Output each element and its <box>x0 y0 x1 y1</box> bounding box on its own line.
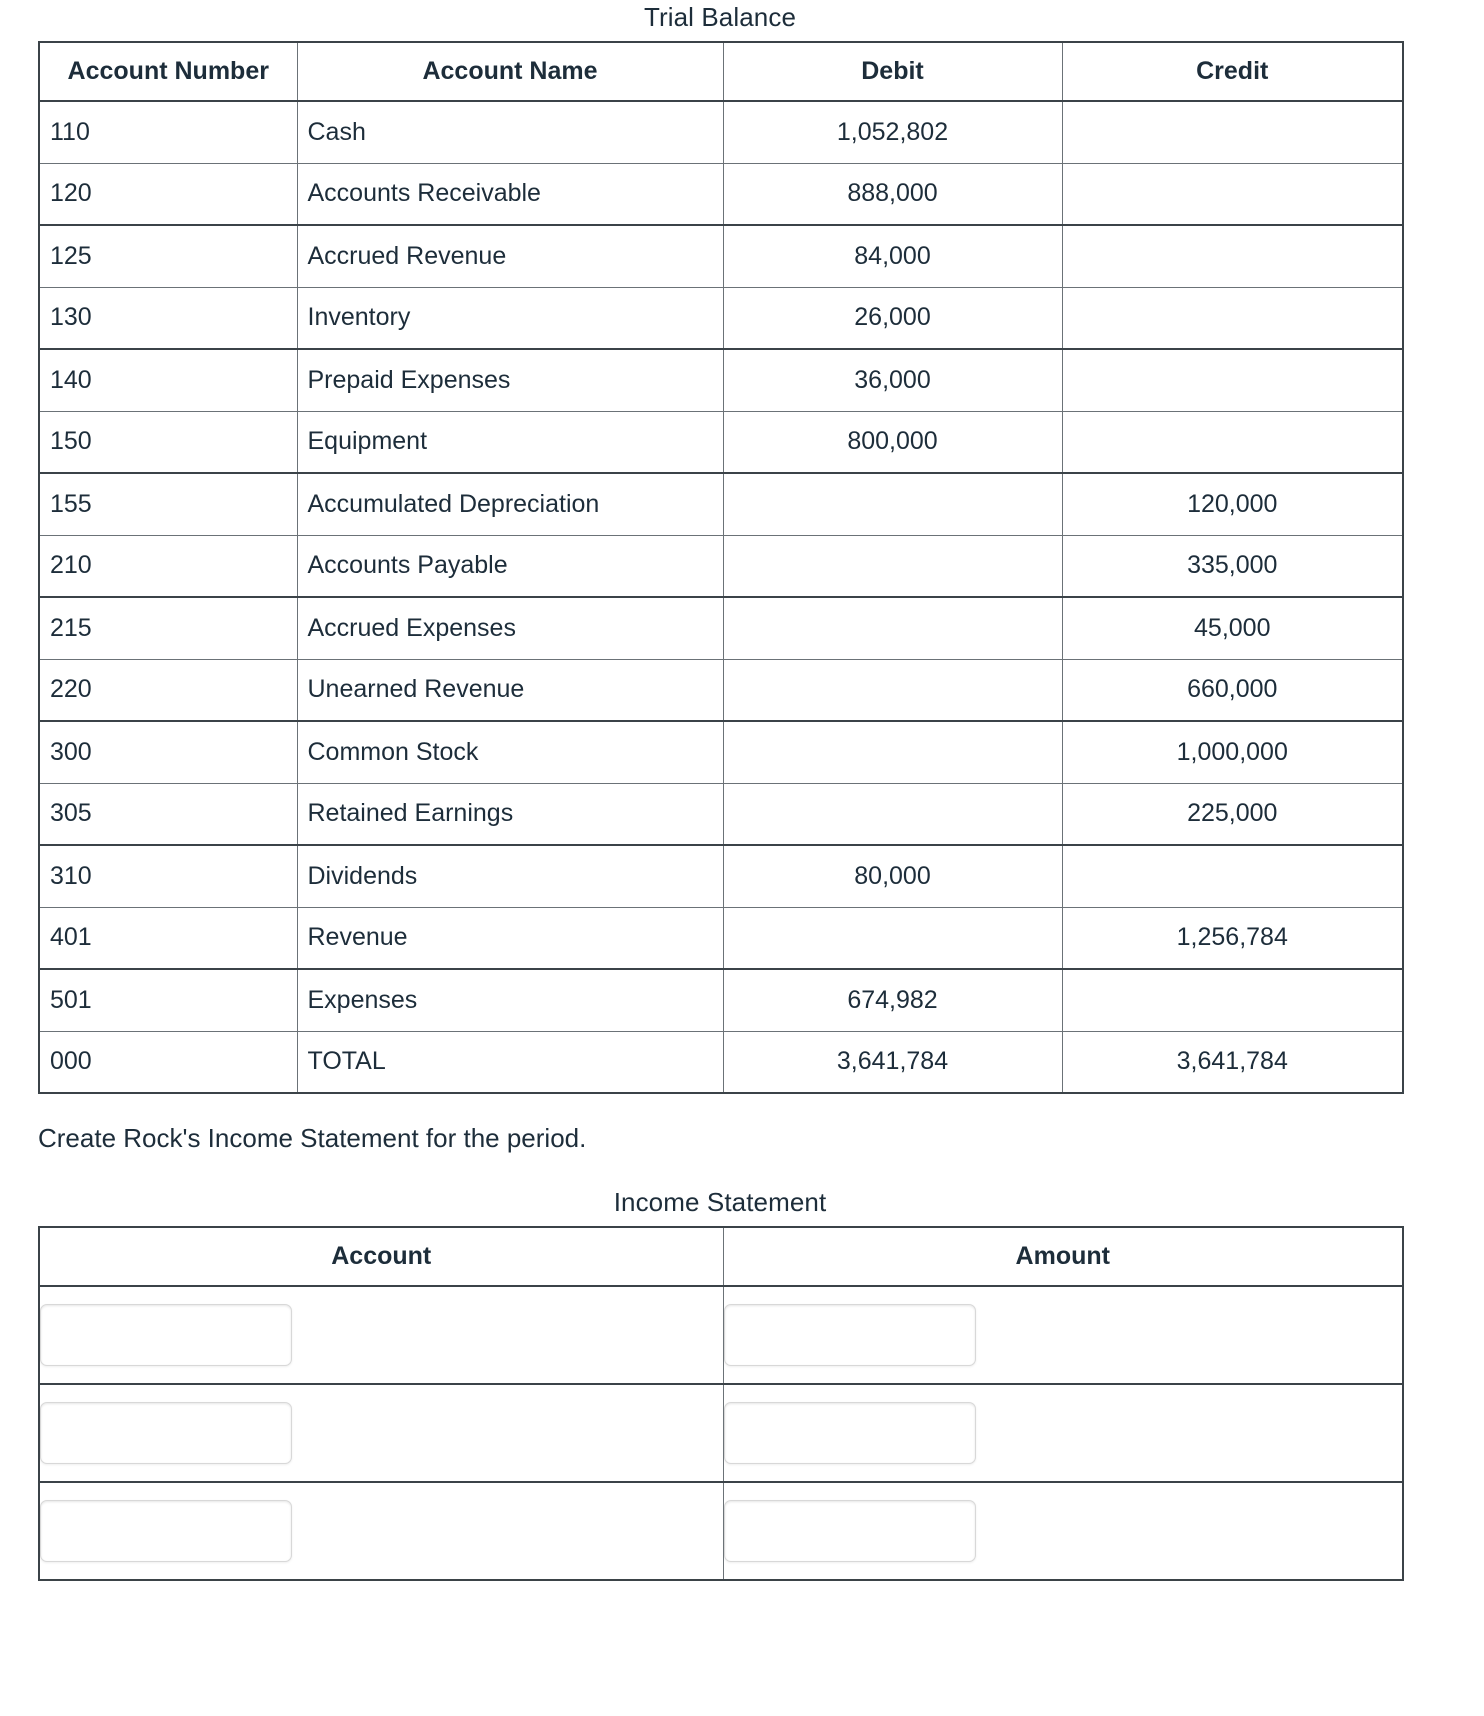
cell-debit: 3,641,784 <box>723 1031 1062 1093</box>
cell-credit: 660,000 <box>1062 659 1403 721</box>
cell-debit <box>723 597 1062 659</box>
table-header-row <box>39 42 1403 101</box>
cell-credit <box>1062 969 1403 1031</box>
table-row <box>39 411 1403 473</box>
cell-account-2 <box>39 1384 723 1482</box>
cell-debit: 800,000 <box>723 411 1062 473</box>
cell-account-name: Accounts Payable <box>297 535 723 597</box>
table-row <box>39 597 1403 659</box>
income-statement-caption: Income Statement <box>613 1186 827 1217</box>
cell-account-name: Accumulated Depreciation <box>297 473 723 535</box>
cell-account-number: 300 <box>39 721 297 783</box>
table-row <box>39 659 1403 721</box>
cell-credit <box>1062 163 1403 225</box>
table-row <box>39 1482 1403 1580</box>
amount-input-3[interactable] <box>724 1500 976 1562</box>
cell-account-name: Unearned Revenue <box>297 659 723 721</box>
cell-debit <box>723 659 1062 721</box>
column-header-account-name: Account Name <box>297 42 723 101</box>
cell-account-1 <box>39 1286 723 1384</box>
cell-account-name: Common Stock <box>297 721 723 783</box>
trial-balance-body <box>39 101 1403 1093</box>
cell-account-number: 140 <box>39 349 297 411</box>
cell-account-name: Accrued Revenue <box>297 225 723 287</box>
cell-account-name: Equipment <box>297 411 723 473</box>
table-row <box>39 845 1403 907</box>
table-row <box>39 907 1403 969</box>
cell-amount-1 <box>723 1286 1403 1384</box>
column-header-credit: Credit <box>1062 42 1403 101</box>
cell-debit: 674,982 <box>723 969 1062 1031</box>
cell-credit: 225,000 <box>1062 783 1403 845</box>
cell-credit: 1,256,784 <box>1062 907 1403 969</box>
cell-debit <box>723 473 1062 535</box>
trial-balance-table <box>38 41 1404 1094</box>
cell-amount-3 <box>723 1482 1403 1580</box>
table-row <box>39 225 1403 287</box>
column-header-debit: Debit <box>723 42 1062 101</box>
cell-account-name: Accounts Receivable <box>297 163 723 225</box>
cell-account-name: Accrued Expenses <box>297 597 723 659</box>
table-row <box>39 783 1403 845</box>
table-row <box>39 721 1403 783</box>
account-input-1[interactable] <box>40 1304 292 1366</box>
table-header-row <box>39 1227 1403 1286</box>
cell-credit: 3,641,784 <box>1062 1031 1403 1093</box>
cell-account-name: Retained Earnings <box>297 783 723 845</box>
table-row <box>39 101 1403 163</box>
instruction-text: Create Rock's Income Statement for the period. <box>38 1123 587 1153</box>
trial-balance-header <box>39 42 1403 101</box>
cell-amount-2 <box>723 1384 1403 1482</box>
cell-account-name: Inventory <box>297 287 723 349</box>
cell-account-number: 220 <box>39 659 297 721</box>
cell-debit <box>723 721 1062 783</box>
table-row <box>39 287 1403 349</box>
cell-debit: 26,000 <box>723 287 1062 349</box>
column-header-account-number: Account Number <box>39 42 297 101</box>
amount-input-2[interactable] <box>724 1402 976 1464</box>
cell-account-number: 310 <box>39 845 297 907</box>
table-row <box>39 473 1403 535</box>
cell-account-name: Prepaid Expenses <box>297 349 723 411</box>
cell-account-name: Dividends <box>297 845 723 907</box>
table-row <box>39 535 1403 597</box>
cell-credit <box>1062 845 1403 907</box>
cell-credit: 45,000 <box>1062 597 1403 659</box>
cell-debit: 1,052,802 <box>723 101 1062 163</box>
cell-credit <box>1062 349 1403 411</box>
cell-credit: 335,000 <box>1062 535 1403 597</box>
income-statement-body <box>39 1286 1403 1580</box>
cell-account-name: Cash <box>297 101 723 163</box>
cell-credit: 120,000 <box>1062 473 1403 535</box>
column-header-amount: Amount <box>723 1227 1403 1286</box>
cell-account-number: 110 <box>39 101 297 163</box>
table-row <box>39 1031 1403 1093</box>
cell-debit <box>723 907 1062 969</box>
income-statement-table <box>38 1226 1404 1581</box>
cell-debit <box>723 783 1062 845</box>
cell-account-number: 150 <box>39 411 297 473</box>
cell-account-number: 130 <box>39 287 297 349</box>
amount-input-1[interactable] <box>724 1304 976 1366</box>
cell-account-number: 401 <box>39 907 297 969</box>
income-statement-header <box>39 1227 1403 1286</box>
table-row <box>39 969 1403 1031</box>
cell-debit: 36,000 <box>723 349 1062 411</box>
table-row <box>39 163 1403 225</box>
cell-account-number: 210 <box>39 535 297 597</box>
cell-debit: 888,000 <box>723 163 1062 225</box>
cell-account-number: 501 <box>39 969 297 1031</box>
cell-account-number: 305 <box>39 783 297 845</box>
cell-account-number: 215 <box>39 597 297 659</box>
cell-account-3 <box>39 1482 723 1580</box>
cell-account-number: 155 <box>39 473 297 535</box>
cell-credit <box>1062 287 1403 349</box>
cell-credit <box>1062 225 1403 287</box>
cell-debit: 80,000 <box>723 845 1062 907</box>
account-input-3[interactable] <box>40 1500 292 1562</box>
trial-balance-caption: Trial Balance <box>643 2 797 32</box>
cell-credit <box>1062 101 1403 163</box>
cell-debit <box>723 535 1062 597</box>
cell-account-name: Revenue <box>297 907 723 969</box>
cell-debit: 84,000 <box>723 225 1062 287</box>
cell-credit: 1,000,000 <box>1062 721 1403 783</box>
table-row <box>39 349 1403 411</box>
cell-account-number: 120 <box>39 163 297 225</box>
cell-account-name: TOTAL <box>297 1031 723 1093</box>
cell-account-number: 125 <box>39 225 297 287</box>
cell-account-name: Expenses <box>297 969 723 1031</box>
account-input-2[interactable] <box>40 1402 292 1464</box>
table-row <box>39 1384 1403 1482</box>
cell-account-number: 000 <box>39 1031 297 1093</box>
cell-credit <box>1062 411 1403 473</box>
table-row <box>39 1286 1403 1384</box>
column-header-account: Account <box>39 1227 723 1286</box>
